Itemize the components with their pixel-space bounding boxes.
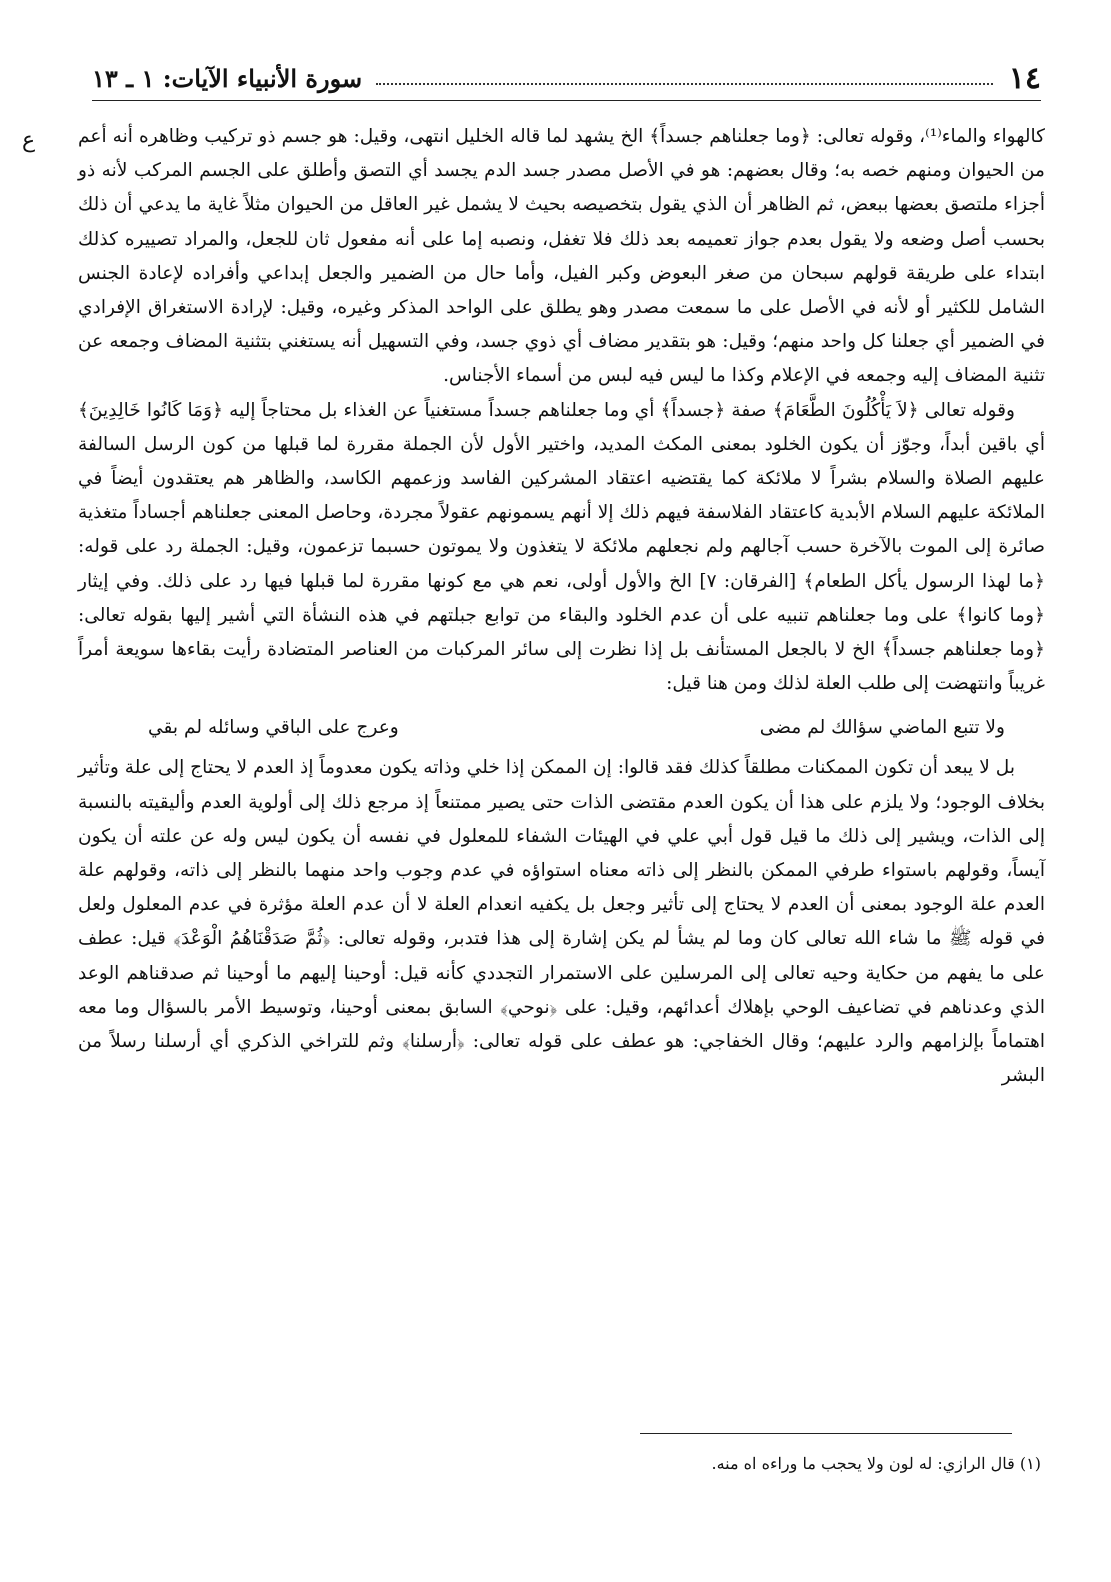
main-text [78,120,1045,1093]
header-rule [92,100,1041,101]
leader-dots [376,83,993,85]
footnote-rule [640,1433,1012,1434]
paragraph-3: بل لا يبعد أن تكون الممكنات مطلقاً كذلك فقد قالوا: إن الممكن إذا خلي وذاته يكون معدوماً إذ العدم لا يحتاج إلى علة وتأثير بخلاف الوجود؛ ولا يلزم على هذا أن يكون العدم مقتضى الذات حتى يصير ممتنعاً إذ مرجع ذلك إلى أولوية العدم وأليقيته بالنسبة إلى الذات، ويشير إلى ذلك ما قيل قول أبي علي في الهيئات الشفاء للمعلول في نفسه أن يكون ليس وله عن علته أن يكون آيساً، وقولهم باستواء طرفي الممكن بالنظر إلى ذاته معناه استواؤه في عدم وجوب واحد منهما بالنظر إلى ذاته، وقولهم علة العدم علة الوجود بمعنى أن العدم لا يحتاج إلى تأثير وجعل بل يكفيه انعدام العلة لا أن عدم العلة مؤثرة في عدم المعلول ولعل في قوله ﷺ ما شاء الله تعالى كان وما لم يشأ لم يكن إشارة إلى هذا فتدبر، وقوله تعالى: ﴿ثُمَّ صَدَقْنَاهُمُ الْوَعْدَ﴾ قيل: عطف على ما يفهم من حكاية وحيه تعالى إلى المرسلين على الاستمرار التجددي كأنه قيل: أوحينا إليهم ما أوحينا ثم صدقناهم الوعد الذي وعدناهم في تضاعيف الوحي بإهلاك أعدائهم، وقيل: على ﴿نوحي﴾ السابق بمعنى أوحينا، وتوسيط الأمر بالسؤال وما معه اهتماماً بإلزامهم والرد عليهم؛ وقال الخفاجي: هو عطف على قوله تعالى: ﴿أرسلنا﴾ وثم للتراخي الذكري أي أرسلنا رسلاً من البشر [78,757,1045,1087]
running-title-line [92,64,999,93]
footnote: (١) قال الرازي: له لون ولا يحجب ما وراءه اه منه. [711,1454,1041,1473]
margin-mark: ﻉ [22,128,36,153]
running-head [92,60,1041,96]
paragraph-1: كالهواء والماء⁽¹⁾، وقوله تعالى: ﴿وما جعلناهم جسداً﴾ الخ يشهد لما قاله الخليل انتهى، وقيل: هو جسم ذو تركيب وظاهره أنه أعم من الحيوان ومنهم خصه به؛ وقال بعضهم: هو في الأصل مصدر جسد الدم يجسد أي التصق وأطلق على الجسم المركب لأنه ذو أجزاء ملتصق بعضها ببعض، ثم الظاهر أن الذي يقول بتخصيصه بحيث لا يشمل غير العاقل من الحيوان مثلاً غاية ما يدعي أن ذلك بحسب أصل وضعه ولا يقول بعدم جواز تعميمه بعد ذلك فلا تغفل، ونصبه إما على أنه مفعول ثان للجعل، والمراد تصييره كذلك ابتداء على طريقة قولهم سبحان من صغر البعوض وكبر الفيل، وأما حال من الضمير والجعل إبداعي وأفراده لإعادة الجنس الشامل للكثير أو لأنه في الأصل على ما سمعت مصدر وهو يطلق على الواحد المذكر وغيره، وقيل: لإرادة الاستغراق الإفرادي في الضمير أي جعلنا كل واحد منهم؛ وقيل: هو بتقدير مضاف أي ذوي جسد، وفي التسهيل أنه يستغني بتثنية المضاف وجمعه عن تثنية المضاف إليه وجمعه في الإعلام وكذا ما ليس فيه لبس من أسماء الأجناس. [78,126,1045,387]
running-title: سورة الأنبياء الآيات: ١ ـ ١٣ [92,63,363,93]
verse-first-hemistich: ولا تتبع الماضي سؤالك لم مضى [759,717,1005,739]
page-number: ١٤ [1008,60,1041,96]
verse-second-hemistich: وعرج على الباقي وسائله لم بقي [148,717,399,739]
paragraph-2: وقوله تعالى ﴿لاَ يَأْكُلُونَ الطَّعَامَ﴾ صفة ﴿جسداً﴾ أي وما جعلناهم جسداً مستغنياً عن الغذاء بل محتاجاً إليه ﴿وَمَا كَانُوا خَالِدِينَ﴾ أي باقين أبداً، وجوّز أن يكون الخلود بمعنى المكث المديد، واختير الأول لأن الجملة مقررة لما قبلها من كون الرسل السالفة عليهم الصلاة والسلام بشراً لا ملائكة كما يقتضيه اعتقاد المشركين الفاسد وزعمهم الكاسد، والظاهر هم يعتقدون أيضاً في الملائكة عليهم السلام الأبدية كاعتقاد الفلاسفة فيهم ذلك إلا أنهم يسمونهم عقولاً مجردة، وحاصل المعنى جعلناهم أجساداً متغذية صائرة إلى الموت بالآخرة حسب آجالهم ولم نجعلهم ملائكة لا يتغذون ولا يموتون حسبما تزعمون، وقيل: الجملة رد على قوله: ﴿ما لهذا الرسول يأكل الطعام﴾ [الفرقان: ٧] الخ والأول أولى، نعم هي مع كونها مقررة لما قبلها فيها رد على ذلك. وفي إيثار ﴿وما كانوا﴾ على وما جعلناهم تنبيه على أن عدم الخلود والبقاء من توابع جبلتهم في هذه النشأة التي أشير إليها بقوله تعالى: ﴿وما جعلناهم جسداً﴾ الخ لا بالجعل المستأنف بل إذا نظرت إلى سائر المركبات من العناصر المتضادة رأيت بقاءها سويعة أمراً غريباً وانتهضت إلى طلب العلة لذلك ومن هنا قيل: [78,399,1046,695]
poetry-verse [78,701,1045,751]
